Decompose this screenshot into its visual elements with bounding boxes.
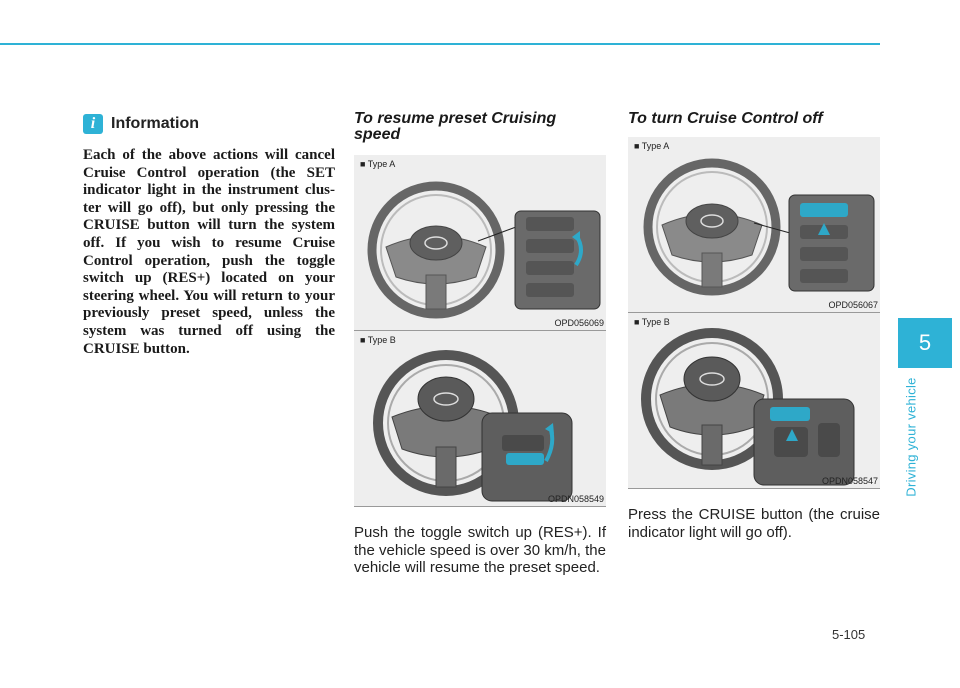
turn-off-body: Press the CRUISE button (the cruise indicator light will go off).: [628, 506, 880, 541]
information-body: Each of the above actions will cancel Cruise Control operation (the SET indicator light in the instrument clus-ter will go off), but only pressing the CRUISE button will turn the system off. If you wish to resume Cruise Control operation, push the toggle switch up (RES+) located on your steering wheel. You will return to your previously preset speed, unless the system was turned off using the CRUISE button.: [83, 147, 335, 357]
chapter-title: Driving your vehicle: [903, 377, 919, 497]
figure-code: OPD056067: [828, 300, 878, 310]
info-icon: i: [83, 114, 103, 134]
steering-wheel-illustration: [354, 155, 606, 331]
figure-code: OPD056069: [554, 318, 604, 328]
figure-code: OPDN058547: [821, 476, 878, 486]
steering-wheel-illustration: [354, 331, 606, 507]
resume-body: Push the toggle switch up (RES+). If the vehicle speed is over 30 km/h, the vehicle will resume the preset speed.: [354, 524, 606, 576]
turn-off-section-title: To turn Cruise Control off: [628, 110, 823, 127]
figure-resume-type-a: [354, 155, 606, 331]
header-rule: [0, 43, 880, 45]
information-heading: [83, 114, 199, 134]
figure-type-label: ■ Type A: [634, 141, 669, 151]
figure-code: OPDN058549: [547, 494, 604, 504]
figure-turn-off-type-b: [628, 313, 880, 489]
figure-type-label: ■ Type A: [360, 159, 395, 169]
chapter-title-vertical: [898, 372, 924, 502]
figure-turn-off-type-a: [628, 137, 880, 313]
resume-section-title: To resume preset Cruising speed: [354, 110, 557, 143]
figure-resume-type-b: [354, 331, 606, 507]
figure-type-label: ■ Type B: [360, 335, 396, 345]
information-title: Information: [111, 115, 199, 132]
figure-type-label: ■ Type B: [634, 317, 670, 327]
steering-wheel-illustration: [628, 137, 880, 313]
steering-wheel-illustration: [628, 313, 880, 489]
chapter-number-tab: 5: [898, 318, 952, 368]
page-number: 5-105: [832, 627, 866, 642]
